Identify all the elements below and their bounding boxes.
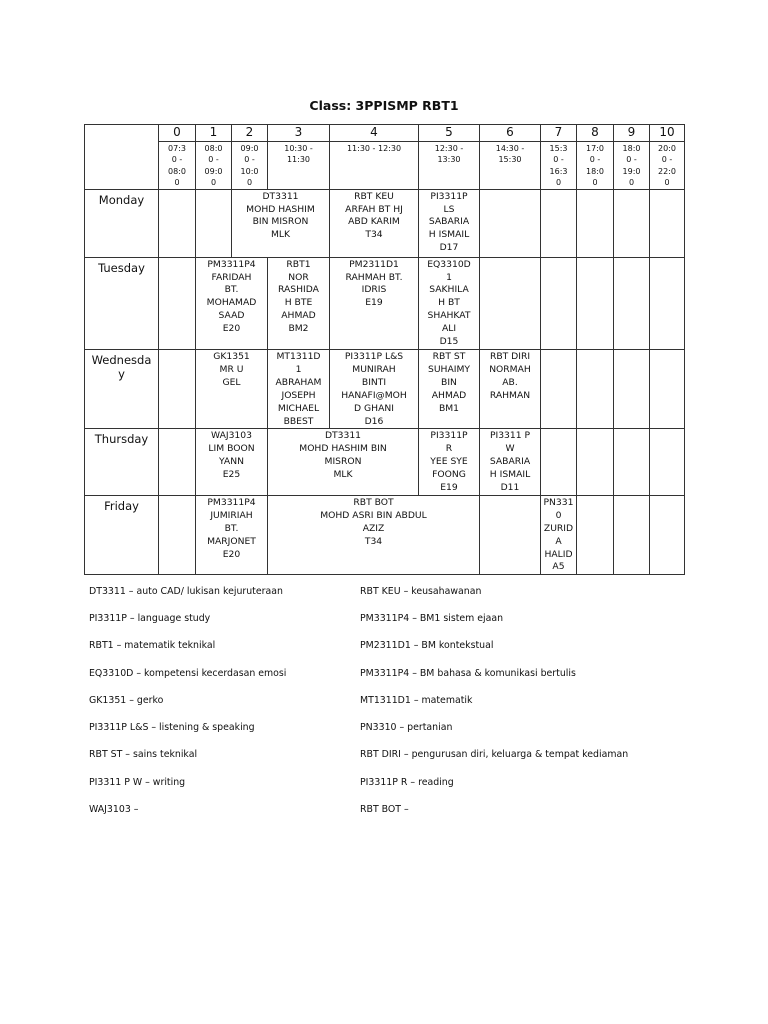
- class-slot: PM3311P4 JUMIRIAH BT. MARJONET E20: [196, 495, 268, 574]
- period-header-row: [85, 125, 685, 142]
- class-slot: PN3310 ZURIDA HALID A5: [541, 495, 577, 574]
- legend-item: PN3310 – pertanian: [360, 722, 453, 733]
- empty-slot: [577, 495, 614, 574]
- legend-item: PI3311P L&S – listening & speaking: [89, 722, 255, 733]
- empty-slot: [650, 495, 685, 574]
- empty-slot: [541, 349, 577, 428]
- period-number: 2: [232, 125, 268, 142]
- period-time: 17:0 0 - 18:0 0: [577, 142, 614, 190]
- empty-slot: [577, 189, 614, 257]
- class-slot: EQ3310D 1 SAKHILA H BT SHAHKAT ALI D15: [419, 257, 480, 349]
- empty-slot: [614, 189, 650, 257]
- period-time: 08:0 0 - 09:0 0: [196, 142, 232, 190]
- class-slot: PM2311D1 RAHMAH BT. IDRIS E19: [330, 257, 419, 349]
- empty-slot: [480, 495, 541, 574]
- legend-item: PM2311D1 – BM kontekstual: [360, 640, 494, 651]
- class-slot: WAJ3103 LIM BOON YANN E25: [196, 429, 268, 496]
- period-time: 14:30 - 15:30: [480, 142, 541, 190]
- class-slot: GK1351 MR U GEL: [196, 349, 268, 428]
- legend-item: PI3311 P W – writing: [89, 777, 186, 788]
- legend-item: PM3311P4 – BM bahasa & komunikasi bertulis: [360, 668, 576, 679]
- corner-cell: [85, 125, 159, 190]
- period-number: 0: [159, 125, 196, 142]
- empty-slot: [577, 349, 614, 428]
- day-label: Tuesday: [85, 257, 159, 349]
- legend-item: RBT BOT –: [360, 804, 409, 815]
- day-row-tuesday: [85, 257, 685, 349]
- empty-slot: [480, 189, 541, 257]
- page-title: Class: 3PPISMP RBT1: [309, 98, 459, 113]
- legend-item: PM3311P4 – BM1 sistem ejaan: [360, 613, 504, 624]
- legend-item: EQ3310D – kompetensi kecerdasan emosi: [89, 668, 287, 679]
- empty-slot: [614, 257, 650, 349]
- period-time: 12:30 - 13:30: [419, 142, 480, 190]
- empty-slot: [577, 429, 614, 496]
- time-header-row: [85, 142, 685, 190]
- period-time: 20:0 0 - 22:0 0: [650, 142, 685, 190]
- day-label: Thursday: [85, 429, 159, 496]
- legend-item: RBT ST – sains teknikal: [89, 749, 198, 760]
- empty-slot: [159, 257, 196, 349]
- period-number: 1: [196, 125, 232, 142]
- empty-slot: [650, 349, 685, 428]
- period-number: 8: [577, 125, 614, 142]
- period-number: 5: [419, 125, 480, 142]
- empty-slot: [196, 189, 232, 257]
- legend-item: PI3311P R – reading: [360, 777, 454, 788]
- empty-slot: [541, 257, 577, 349]
- class-slot: RBT BOT MOHD ASRI BIN ABDUL AZIZ T34: [268, 495, 480, 574]
- empty-slot: [650, 189, 685, 257]
- period-time: 07:3 0 - 08:0 0: [159, 142, 196, 190]
- empty-slot: [541, 189, 577, 257]
- empty-slot: [614, 429, 650, 496]
- period-number: 10: [650, 125, 685, 142]
- empty-slot: [159, 495, 196, 574]
- period-number: 9: [614, 125, 650, 142]
- legend-item: GK1351 – gerko: [89, 695, 164, 706]
- class-slot: RBT ST SUHAIMY BIN AHMAD BM1: [419, 349, 480, 428]
- day-label: Wednesda y: [85, 349, 159, 428]
- empty-slot: [541, 429, 577, 496]
- period-time: 15:3 0 - 16:3 0: [541, 142, 577, 190]
- period-time: 10:30 - 11:30: [268, 142, 330, 190]
- legend-item: RBT DIRI – pengurusan diri, keluarga & tempat kediaman: [360, 749, 629, 760]
- class-slot: RBT KEU ARFAH BT HJ ABD KARIM T34: [330, 189, 419, 257]
- day-row-thursday: [85, 429, 685, 496]
- legend-item: MT1311D1 – matematik: [360, 695, 473, 706]
- empty-slot: [577, 257, 614, 349]
- legend-item: RBT KEU – keusahawanan: [360, 586, 482, 597]
- day-row-monday: [85, 189, 685, 257]
- class-slot: PM3311P4 FARIDAH BT. MOHAMAD SAAD E20: [196, 257, 268, 349]
- empty-slot: [480, 257, 541, 349]
- period-number: 4: [330, 125, 419, 142]
- class-slot: MT1311D 1 ABRAHAM JOSEPH MICHAEL BBEST: [268, 349, 330, 428]
- empty-slot: [614, 495, 650, 574]
- empty-slot: [159, 189, 196, 257]
- day-row-wednesday: [85, 349, 685, 428]
- class-slot: RBT DIRI NORMAH AB. RAHMAN: [480, 349, 541, 428]
- empty-slot: [614, 349, 650, 428]
- class-slot: DT3311 MOHD HASHIM BIN MISRON MLK: [232, 189, 330, 257]
- legend-item: RBT1 – matematik teknikal: [89, 640, 216, 651]
- period-time: 18:0 0 - 19:0 0: [614, 142, 650, 190]
- class-slot: PI3311P LS SABARIA H ISMAIL D17: [419, 189, 480, 257]
- class-slot: PI3311P R YEE SYE FOONG E19: [419, 429, 480, 496]
- class-slot: DT3311 MOHD HASHIM BIN MISRON MLK: [268, 429, 419, 496]
- empty-slot: [650, 257, 685, 349]
- class-slot: RBT1 NOR RASHIDA H BTE AHMAD BM2: [268, 257, 330, 349]
- empty-slot: [159, 349, 196, 428]
- class-slot: PI3311 P W SABARIA H ISMAIL D11: [480, 429, 541, 496]
- legend-item: PI3311P – language study: [89, 613, 211, 624]
- period-time: 11:30 - 12:30: [330, 142, 419, 190]
- day-label: Friday: [85, 495, 159, 574]
- class-slot: PI3311P L&S MUNIRAH BINTI HANAFI@MOH D GHANI D16: [330, 349, 419, 428]
- period-number: 7: [541, 125, 577, 142]
- empty-slot: [650, 429, 685, 496]
- timetable: [84, 124, 685, 575]
- day-row-friday: [85, 495, 685, 574]
- period-time: 09:0 0 - 10:0 0: [232, 142, 268, 190]
- empty-slot: [159, 429, 196, 496]
- period-number: 3: [268, 125, 330, 142]
- legend-item: DT3311 – auto CAD/ lukisan kejuruteraan: [89, 586, 283, 597]
- legend-item: WAJ3103 –: [89, 804, 139, 815]
- day-label: Monday: [85, 189, 159, 257]
- period-number: 6: [480, 125, 541, 142]
